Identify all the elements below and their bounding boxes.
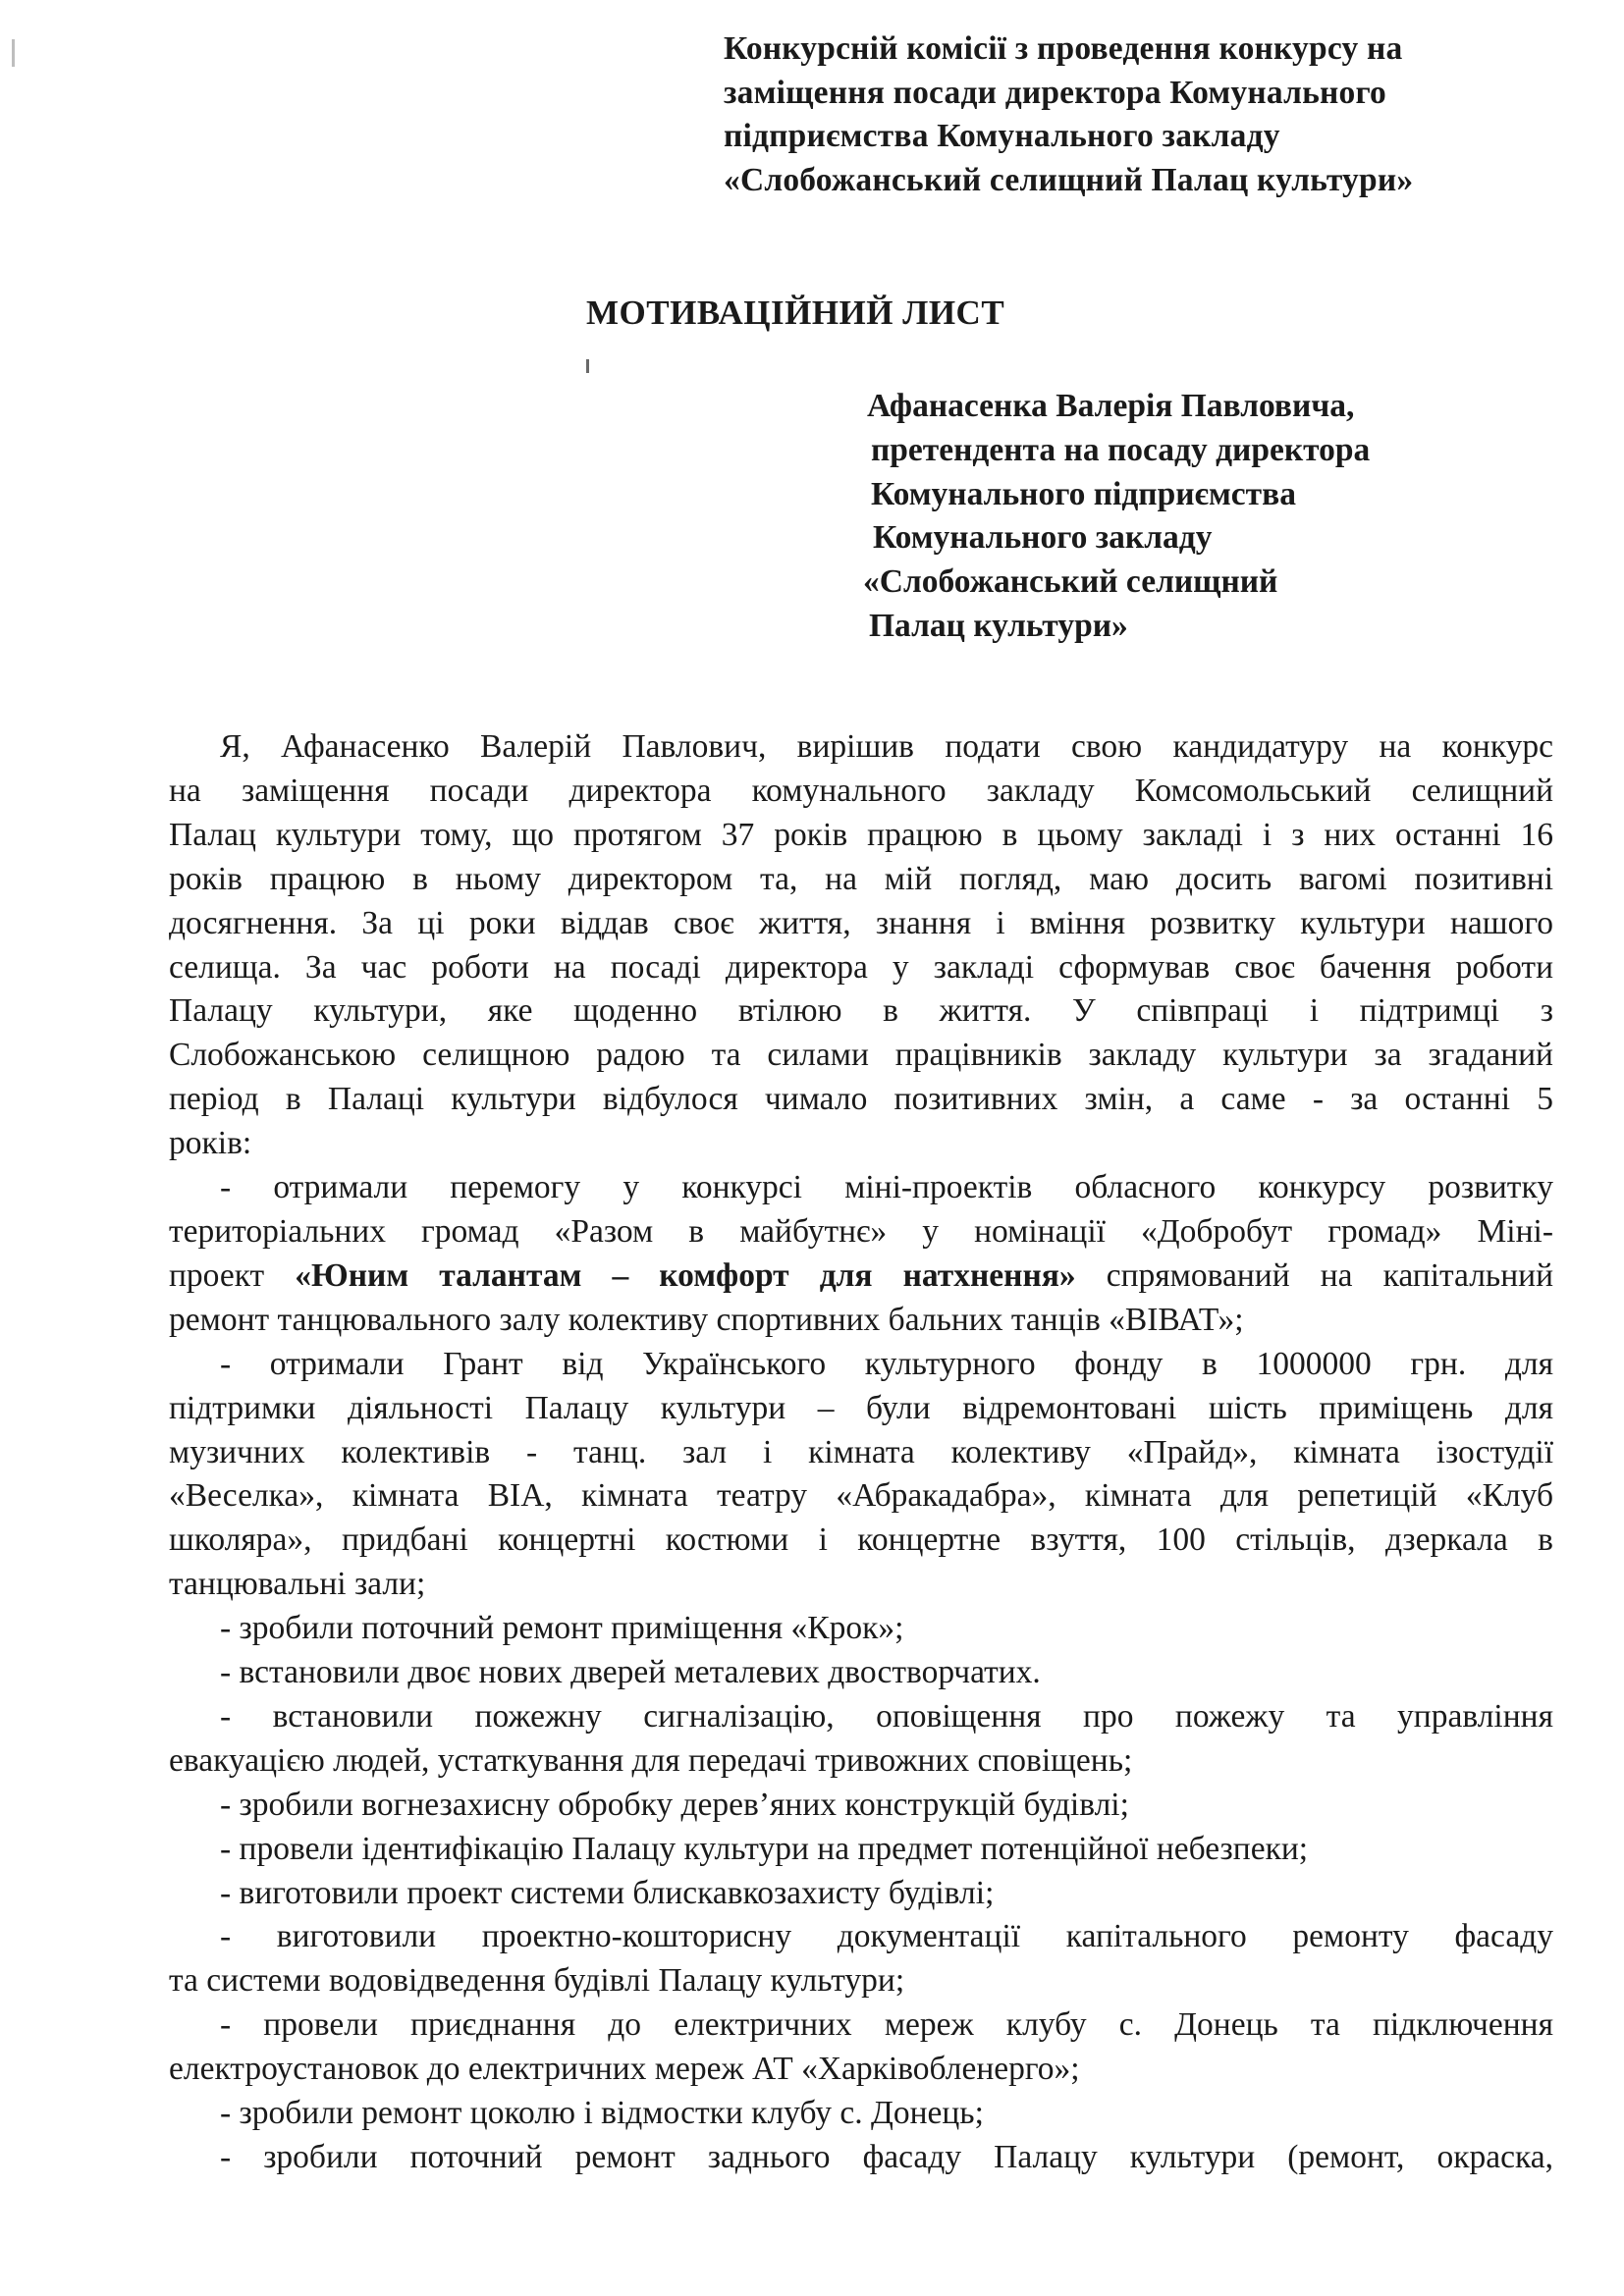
list-item-line: - отримали перемогу у конкурсі міні-проектів обласного конкурсу розвитку [220,1169,1553,1206]
text-run: спрямований на капітальний [1106,1256,1553,1294]
list-item-line: - зробили ремонт цоколю і відмостки клубу с. Донець; [220,2095,984,2132]
addressee-line: Конкурсній комісії з проведення конкурсу на [724,30,1403,67]
scan-mark [586,359,589,373]
body-line: селища. За час роботи на посаді директора у закладі сформував своє бачення роботи [169,948,1553,986]
body-line: Палац культури тому, що протягом 37 років працюю в цьому закладі і з них останні 16 [169,816,1553,853]
list-item-line [169,1255,1553,1299]
list-item-line: - зробили поточний ремонт заднього фасаду Палацу культури (ремонт, окраска, [220,2139,1553,2175]
body-line: на заміщення посади директора комунального закладу Комсомольський селищний [169,772,1553,809]
addressee-line: «Слобожанський селищний Палац культури» [724,161,1414,198]
body-line: період в Палаці культури відбулося чимало позитивних змін, а саме - за останні 5 [169,1081,1553,1118]
list-item-line: електроустановок до електричних мереж АТ «Харківобленерго»; [169,2051,1080,2088]
addressee-block [724,27,1588,202]
addressee-line: підприємства Комунального закладу [724,118,1280,155]
sender-block [863,385,1570,649]
list-item-line: - встановили пожежну сигналізацію, оповіщення про пожежу та управління [220,1697,1553,1735]
scan-mark [12,39,15,67]
body-line: досягнення. За ці роки віддав своє життя, знання і вміння розвитку культури нашого [169,904,1553,941]
sender-line: Палац культури» [869,607,1128,644]
list-item-line: - провели ідентифікацію Палацу культури на предмет потенційної небезпеки; [220,1830,1309,1867]
list-item-line: музичних колективів - танц. зал і кімната колективу «Прайд», кімната ізостудії [169,1433,1553,1470]
addressee-line: заміщення посади директора Комунального [724,74,1387,111]
list-item-line: територіальних громад «Разом в майбутнє» у номінації «Добробут громад» Міні- [169,1212,1553,1250]
body-line: Слобожанською селищною радою та силами працівників закладу культури за згаданий [169,1037,1553,1074]
body-line: Я, Афанасенко Валерій Павлович, вирішив подати свою кандидатуру на конкурс [220,728,1553,765]
list-item-line: - виготовили проект системи блискавкозахисту будівлі; [220,1874,995,1911]
list-item-line: танцювальні зали; [169,1566,426,1603]
list-item-line: - зробили вогнезахисну обробку дерев’яних конструкцій будівлі; [220,1786,1129,1823]
list-item-line: та системи водовідведення будівлі Палацу культури; [169,1962,905,2000]
text-run: проект [169,1256,265,1294]
letter-body [169,725,1553,2180]
body-line: років: [169,1125,252,1162]
list-item-line: - зробили поточний ремонт приміщення «Крок»; [220,1610,904,1647]
sender-line: Афанасенка Валерія Павловича, [867,388,1355,424]
sender-line: Комунального підприємства [871,475,1296,512]
body-line: Палацу культури, яке щоденно втілюю в життя. У співпраці і підтримці з [169,992,1553,1030]
list-item-line: ремонт танцювального залу колективу спортивних бальних танців «ВІВАТ»; [169,1301,1244,1338]
sender-line: Комунального закладу [873,519,1213,557]
sender-line: «Слобожанський селищний [863,563,1278,601]
list-item-line: школяра», придбані концертні костюми і концертне взуття, 100 стільців, дзеркала в [169,1522,1553,1559]
list-item-line: евакуацією людей, устаткування для передачі тривожних сповіщень; [169,1741,1133,1779]
list-item-line: - провели приєднання до електричних мереж клубу с. Донець та підключення [220,2006,1553,2044]
project-title: «Юним талантам – комфорт для натхнення» [295,1256,1076,1294]
list-item-line: - отримали Грант від Українського культурного фонду в 1000000 грн. для [220,1345,1553,1382]
list-item-line: підтримки діяльності Палацу культури – були відремонтовані шість приміщень для [169,1389,1553,1426]
list-item-line: «Веселка», кімната ВІА, кімната театру «Абракадабра», кімната для репетицій «Клуб [169,1477,1553,1515]
list-item-line: - виготовили проектно-кошторисну документації капітального ремонту фасаду [220,1918,1553,1955]
body-line: років працюю в ньому директором та, на мій погляд, маю досить вагомі позитивні [169,860,1553,897]
document-title: МОТИВАЦІЙНИЙ ЛИСТ [586,294,1005,332]
list-item-line: - встановили двоє нових дверей металевих двостворчатих. [220,1654,1041,1691]
sender-line: претендента на посаду директора [871,431,1371,468]
